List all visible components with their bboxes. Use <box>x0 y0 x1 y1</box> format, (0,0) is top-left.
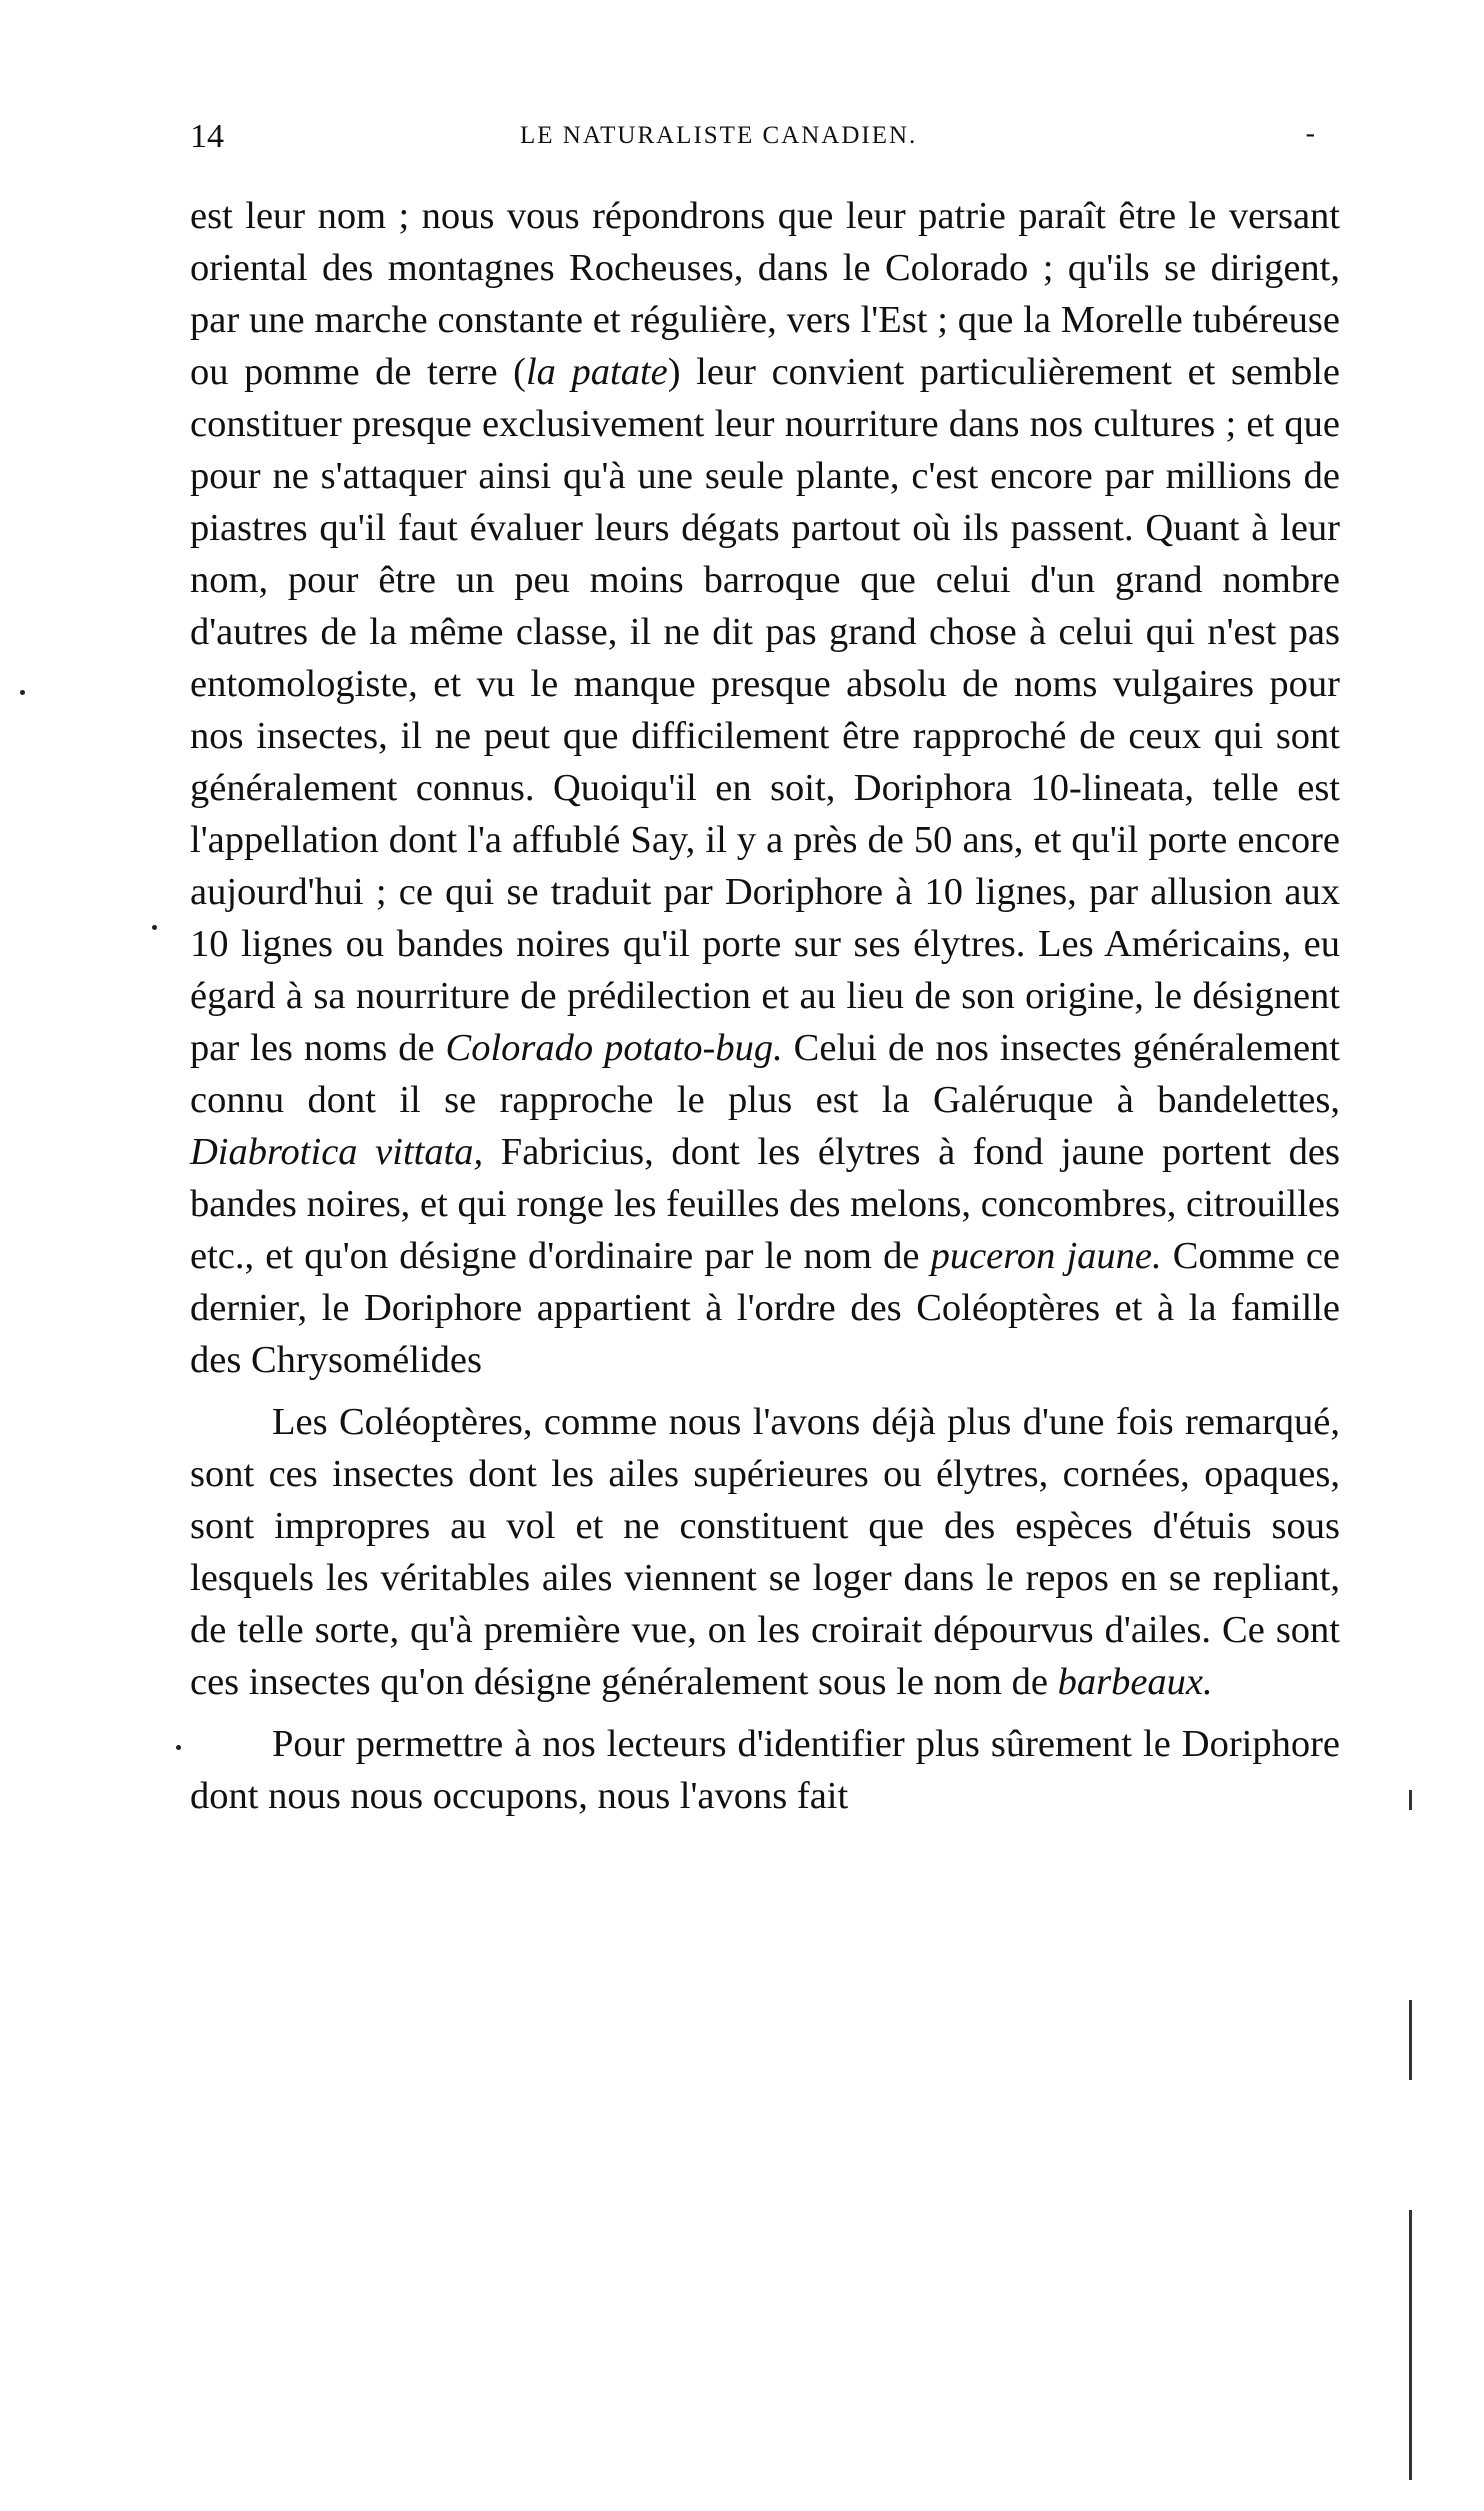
page-number: 14 <box>190 118 224 155</box>
running-head: LE NATURALISTE CANADIEN. <box>520 122 918 149</box>
paragraph-1-seg-2: la patate <box>525 351 668 393</box>
paragraph-1-seg-7: Fabricius, dont les élytres à fond jaune portent des bandes noires, et qui ronge les feuilles des melons, concombres, citrouilles etc., et qu'on désigne d'ordinaire par le nom de <box>190 1131 1340 1277</box>
paragraph-1-seg-5: Celui de nos insectes généralement connu dont il se rapproche le plus est la Galéruque à bandelettes, <box>190 1027 1340 1121</box>
paragraph-1-seg-8: puceron jaune. <box>930 1235 1162 1277</box>
scan-speck <box>176 1745 181 1750</box>
paragraph-1-seg-4: Colorado potato-bug. <box>445 1027 783 1069</box>
body-text <box>190 190 1340 1822</box>
paragraph-1-seg-9: Comme ce dernier, le Doriphore appartient à l'ordre des Coléoptères et à la famille des Chrysomélides <box>190 1235 1340 1381</box>
header-mark: - <box>1305 118 1315 149</box>
paragraph-1-seg-6: Diabrotica vittata, <box>190 1131 484 1173</box>
paragraph-1 <box>190 190 1340 1386</box>
paragraph-2 <box>190 1396 1340 1708</box>
scan-speck <box>152 925 157 930</box>
paragraph-2-seg-1: Les Coléoptères, comme nous l'avons déjà plus d'une fois remarqué, sont ces insectes dont les ailes supérieures ou élytres, cornées, opaques, sont impropres au vol et ne constituent que des espèces d'étuis sous lesquels les véritables ailes viennent se loger dans le repos en se repliant, de telle sorte, qu'à première vue, on les croirait dépourvus d'ailes. Ce sont ces insectes qu'on désigne généralement sous le nom de <box>190 1401 1340 1703</box>
paragraph-2-seg-2: barbeaux. <box>1057 1661 1213 1703</box>
paragraph-1-seg-3: ) leur convient particulièrement et semble constituer presque exclusivement leur nourriture dans nos cultures ; et que pour ne s'attaquer ainsi qu'à une seule plante, c'est encore par millions de piastres qu'il faut évaluer leurs dégats partout où ils passent. Quant à leur nom, pour être un peu moins barroque que celui d'un grand nombre d'autres de la même classe, il ne dit pas grand chose à celui qui n'est pas entomologiste, et vu le manque presque absolu de noms vulgaires pour nos insectes, il ne peut que difficilement être rapproché de ceux qui sont généralement connus. Quoiqu'il en soit, Doriphora 10-lineata, telle est l'appellation dont l'a affublé Say, il y a près de 50 ans, et qu'il porte encore aujourd'hui ; ce qui se traduit par Doriphore à 10 lignes, par allusion aux 10 lignes ou bandes noires qu'il porte sur ses élytres. Les Américains, eu égard à sa nourriture de prédilection et au lieu de son origine, le désignent par les noms de <box>190 351 1341 1069</box>
edge-artifact <box>1409 2210 1412 2480</box>
paragraph-3-seg-1: Pour permettre à nos lecteurs d'identifier plus sûrement le Doriphore dont nous nous occupons, nous l'avons fait <box>190 1723 1340 1817</box>
paragraph-1-seg-1: est leur nom ; nous vous répondrons que leur patrie paraît être le versant oriental des montagnes Rocheuses, dans le Colorado ; qu'ils se dirigent, par une marche constante et régulière, vers l'Est ; que la Morelle tubéreuse ou pomme de terre ( <box>190 195 1340 393</box>
edge-artifact <box>1409 1790 1412 1810</box>
paragraph-3 <box>190 1718 1340 1822</box>
edge-artifact <box>1409 2000 1412 2080</box>
page-header <box>190 118 1335 162</box>
scan-speck <box>20 690 25 695</box>
